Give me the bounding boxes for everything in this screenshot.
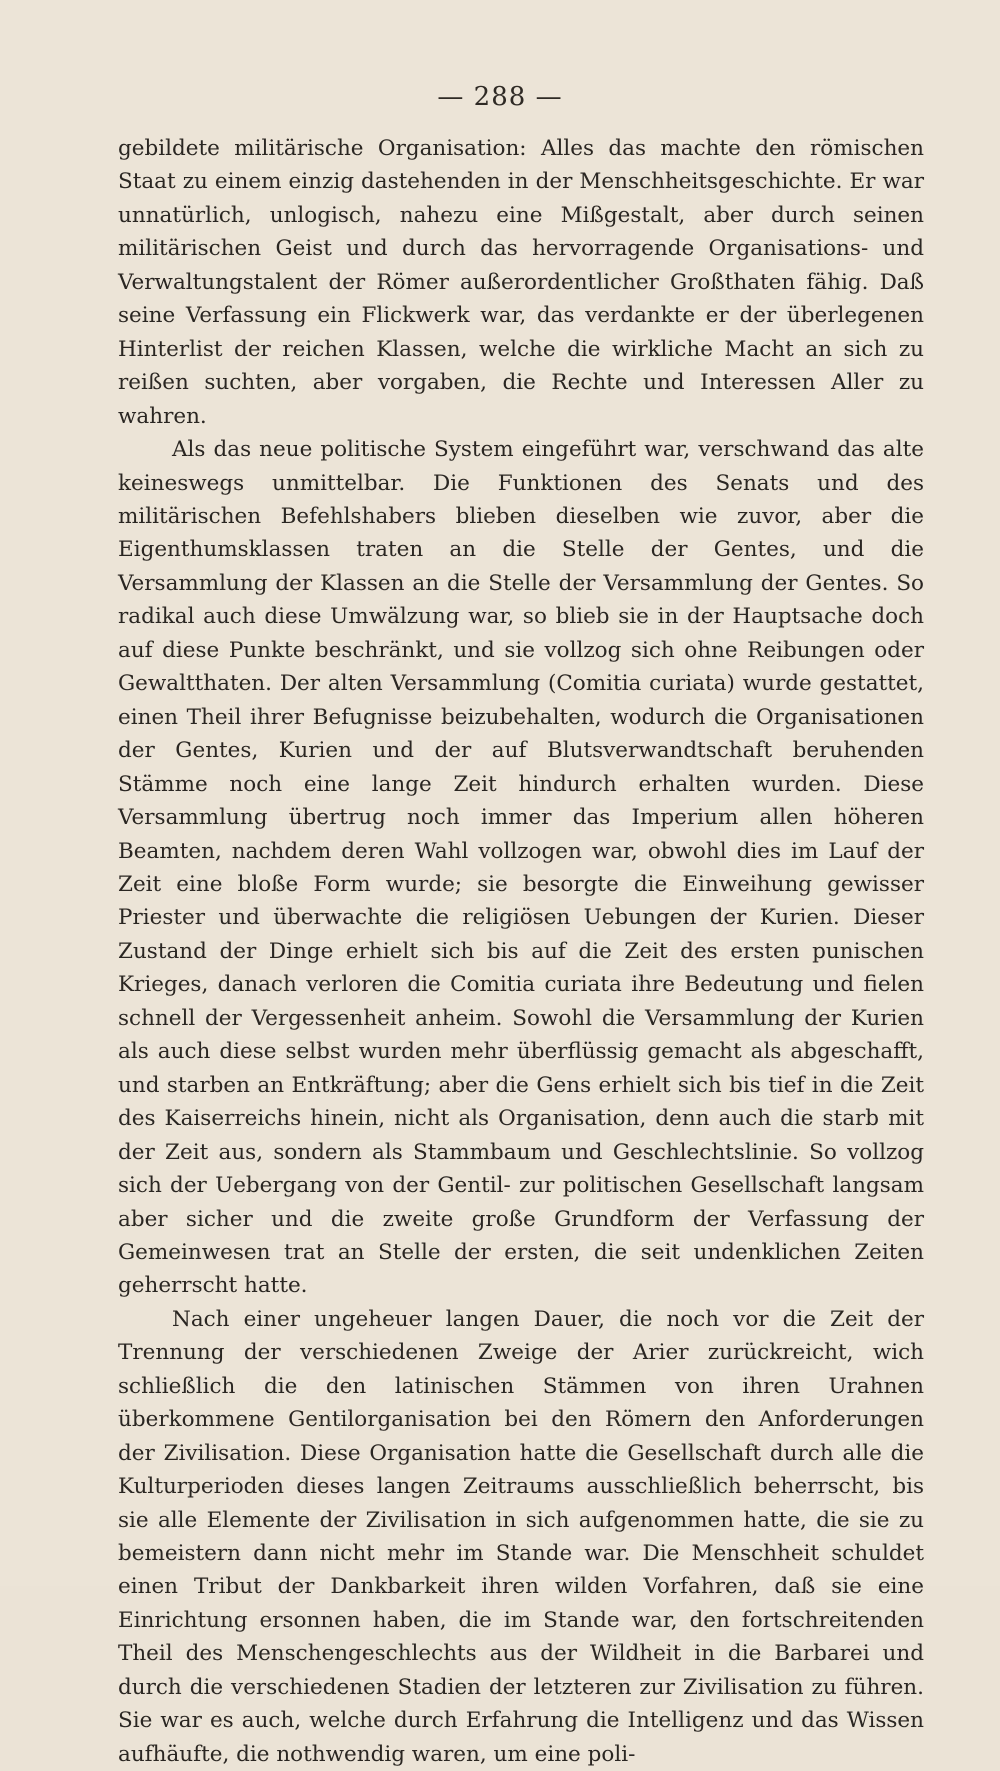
paragraph-3: Nach einer ungeheuer langen Dauer, die noch vor die Zeit der Trennung der verschiedenen Zweige der Arier zurückreicht, wich schließlich die den latinischen Stämmen von ihren Urahnen überkommene Gentilorganisation bei den Römern den Anforderungen der Zivilisation. Diese Organisation hatte die Gesellschaft durch alle die Kulturperioden dieses langen Zeitraums ausschließlich beherrscht, bis sie alle Elemente der Zivilisation in sich aufgenommen hatte, die sie zu bemeistern dann nicht mehr im Stande war. Die Menschheit schuldet einen Tribut der Dankbarkeit ihren wilden Vorfahren, daß sie eine Einrichtung ersonnen haben, die im Stande war, den fortschreitenden Theil des Menschengeschlechts aus der Wildheit in die Barbarei und durch die verschiedenen Stadien der letzteren zur Zivilisation zu führen. Sie war es auch, welche durch Erfahrung die Intelligenz und das Wissen aufhäufte, die nothwendig waren, um eine poli- — [118, 1306, 924, 1767]
paragraph-2: Als das neue politische System eingeführt war, verschwand das alte keineswegs unmittelbar. Die Funktionen des Senats und des militärischen Befehlshabers blieben dieselben wie zuvor, aber die Eigenthumsklassen traten an die Stelle der Gentes, und die Versammlung der Klassen an die Stelle der Versammlung der Gentes. So radikal auch diese Umwälzung war, so blieb sie in der Hauptsache doch auf diese Punkte beschränkt, und sie vollzog sich ohne Reibungen oder Gewaltthaten. Der alten Versammlung (Comitia curiata) wurde gestattet, einen Theil ihrer Befugnisse beizubehalten, wodurch die Organisationen der Gentes, Kurien und der auf Blutsverwandtschaft beruhenden Stämme noch eine lange Zeit hindurch erhalten wurden. Diese Versammlung übertrug noch immer das Imperium allen höheren Beamten, nachdem deren Wahl vollzogen war, obwohl dies im Lauf der Zeit eine bloße Form wurde; sie besorgte die Einweihung gewisser Priester und überwachte die religiösen Uebungen der Kurien. Dieser Zustand der Dinge erhielt sich bis auf die Zeit des ersten punischen Krieges, danach verloren die Comitia curiata ihre Bedeutung und fielen schnell der Vergessenheit anheim. Sowohl die Versammlung der Kurien als auch diese selbst wurden mehr überflüssig gemacht als abgeschafft, und starben an Entkräftung; aber die Gens erhielt sich bis tief in die Zeit des Kaiserreichs hinein, nicht als Organisation, denn auch die starb mit der Zeit aus, sondern als Stammbaum und Geschlechtslinie. So vollzog sich der Uebergang von der Gentil- zur politischen Gesellschaft langsam aber sicher und die zweite große Grundform der Verfassung der Gemeinwesen trat an Stelle der ersten, die seit undenklichen Zeiten geherrscht hatte. — [118, 437, 924, 1299]
paragraph-1: gebildete militärische Organisation: Alles das machte den römischen Staat zu einem einzig dastehenden in der Menschheitsgeschichte. Er war unnatürlich, unlogisch, nahezu eine Mißgestalt, aber durch seinen militärischen Geist und durch das hervorragende Organisations- und Verwaltungstalent der Römer außerordentlicher Großthaten fähig. Daß seine Verfassung ein Flickwerk war, das verdankte er der überlegenen Hinterlist der reichen Klassen, welche die wirkliche Macht an sich zu reißen suchten, aber vorgaben, die Rechte und Interessen Aller zu wahren. — [118, 136, 924, 429]
page-number: — 288 — — [437, 82, 563, 112]
body-text — [118, 132, 924, 1771]
